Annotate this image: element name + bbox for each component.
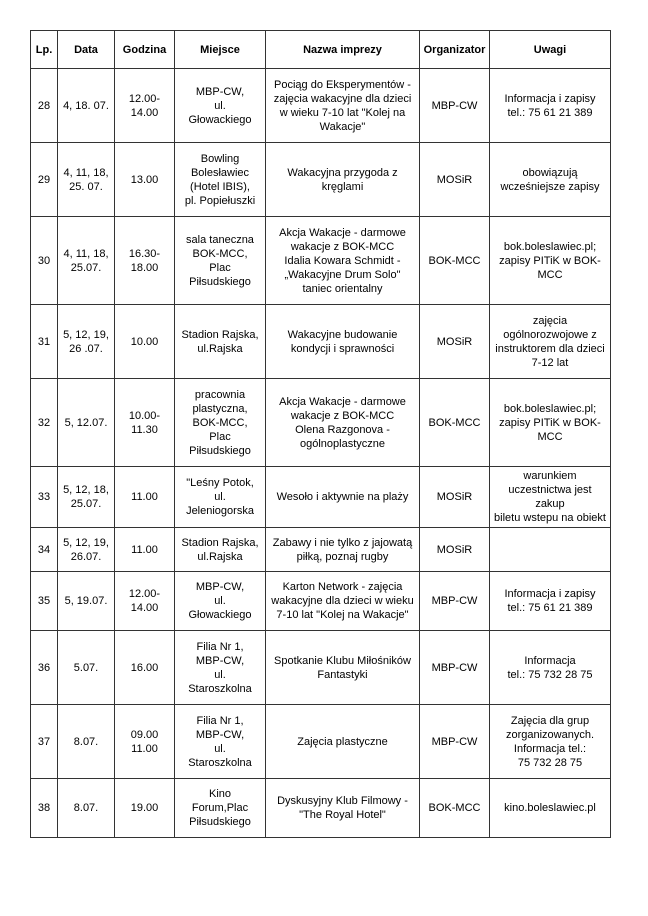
table-row <box>31 528 611 572</box>
cell-nazwa: Wakacyjne budowanie kondycji i sprawności <box>266 305 420 379</box>
cell-godzina: 12.00- 14.00 <box>115 572 175 631</box>
cell-organizator: BOK-MCC <box>420 379 490 467</box>
header-lp: Lp. <box>31 31 58 69</box>
cell-organizator: MBP-CW <box>420 69 490 143</box>
cell-data: 5.07. <box>58 631 115 705</box>
cell-organizator: MOSiR <box>420 305 490 379</box>
cell-lp: 32 <box>31 379 58 467</box>
table-row <box>31 705 611 779</box>
cell-organizator: MOSiR <box>420 528 490 572</box>
cell-godzina: 10.00- 11.30 <box>115 379 175 467</box>
table-row <box>31 467 611 528</box>
cell-miejsce: MBP-CW, ul. Głowackiego <box>175 69 266 143</box>
table-row <box>31 305 611 379</box>
table-row <box>31 69 611 143</box>
cell-lp: 28 <box>31 69 58 143</box>
cell-data: 8.07. <box>58 779 115 838</box>
cell-lp: 35 <box>31 572 58 631</box>
cell-organizator: BOK-MCC <box>420 779 490 838</box>
table-row <box>31 572 611 631</box>
cell-organizator: MBP-CW <box>420 572 490 631</box>
cell-data: 4, 11, 18, 25. 07. <box>58 143 115 217</box>
cell-godzina: 11.00 <box>115 528 175 572</box>
cell-lp: 37 <box>31 705 58 779</box>
cell-lp: 34 <box>31 528 58 572</box>
cell-uwagi: bok.boleslawiec.pl; zapisy PITiK w BOK- MCC <box>490 379 611 467</box>
cell-uwagi: Informacja i zapisy tel.: 75 61 21 389 <box>490 572 611 631</box>
table-row <box>31 143 611 217</box>
cell-nazwa: Pociąg do Eksperymentów - zajęcia wakacyjne dla dzieci w wieku 7-10 lat "Kolej na Wakacje" <box>266 69 420 143</box>
cell-nazwa: Wakacyjna przygoda z kręglami <box>266 143 420 217</box>
cell-data: 5, 12, 18, 25.07. <box>58 467 115 528</box>
cell-data: 5, 12, 19, 26.07. <box>58 528 115 572</box>
cell-godzina: 13.00 <box>115 143 175 217</box>
cell-data: 5, 19.07. <box>58 572 115 631</box>
cell-lp: 31 <box>31 305 58 379</box>
cell-uwagi: Zajęcia dla grup zorganizowanych. Informacja tel.: 75 732 28 75 <box>490 705 611 779</box>
cell-godzina: 16.00 <box>115 631 175 705</box>
cell-miejsce: Kino Forum,Plac Piłsudskiego <box>175 779 266 838</box>
cell-data: 4, 18. 07. <box>58 69 115 143</box>
cell-data: 8.07. <box>58 705 115 779</box>
cell-data: 5, 12.07. <box>58 379 115 467</box>
cell-miejsce: MBP-CW, ul. Głowackiego <box>175 572 266 631</box>
header-organizator: Organizator <box>420 31 490 69</box>
cell-nazwa: Akcja Wakacje - darmowe wakacje z BOK-MCC Olena Razgonova - ogólnoplastyczne <box>266 379 420 467</box>
table-row <box>31 779 611 838</box>
cell-nazwa: Zajęcia plastyczne <box>266 705 420 779</box>
cell-miejsce: "Leśny Potok, ul. Jeleniogorska <box>175 467 266 528</box>
cell-organizator: MOSiR <box>420 143 490 217</box>
cell-nazwa: Karton Network - zajęcia wakacyjne dla dzieci w wieku 7-10 lat "Kolej na Wakacje" <box>266 572 420 631</box>
cell-miejsce: Bowling Bolesławiec (Hotel IBIS), pl. Popiełuszki <box>175 143 266 217</box>
cell-organizator: MBP-CW <box>420 705 490 779</box>
cell-uwagi: Informacja tel.: 75 732 28 75 <box>490 631 611 705</box>
cell-uwagi: warunkiem uczestnictwa jest zakup biletu wstepu na obiekt <box>490 467 611 528</box>
cell-nazwa: Akcja Wakacje - darmowe wakacje z BOK-MCC Idalia Kowara Schmidt - „Wakacyjne Drum Solo" taniec orientalny <box>266 217 420 305</box>
header-nazwa: Nazwa imprezy <box>266 31 420 69</box>
header-row <box>31 31 611 69</box>
events-table <box>30 30 611 838</box>
cell-lp: 38 <box>31 779 58 838</box>
cell-uwagi: Informacja i zapisy tel.: 75 61 21 389 <box>490 69 611 143</box>
header-data: Data <box>58 31 115 69</box>
cell-data: 5, 12, 19, 26 .07. <box>58 305 115 379</box>
cell-data: 4, 11, 18, 25.07. <box>58 217 115 305</box>
cell-organizator: MBP-CW <box>420 631 490 705</box>
cell-organizator: BOK-MCC <box>420 217 490 305</box>
cell-miejsce: Stadion Rajska, ul.Rajska <box>175 305 266 379</box>
cell-miejsce: sala taneczna BOK-MCC, Plac Piłsudskiego <box>175 217 266 305</box>
header-godzina: Godzina <box>115 31 175 69</box>
cell-lp: 30 <box>31 217 58 305</box>
cell-lp: 36 <box>31 631 58 705</box>
cell-lp: 29 <box>31 143 58 217</box>
cell-godzina: 10.00 <box>115 305 175 379</box>
table-row <box>31 217 611 305</box>
cell-miejsce: pracownia plastyczna, BOK-MCC, Plac Piłsudskiego <box>175 379 266 467</box>
cell-miejsce: Filia Nr 1, MBP-CW, ul. Staroszkolna <box>175 631 266 705</box>
cell-miejsce: Filia Nr 1, MBP-CW, ul. Staroszkolna <box>175 705 266 779</box>
cell-uwagi: zajęcia ogólnorozwojowe z instruktorem dla dzieci 7-12 lat <box>490 305 611 379</box>
cell-nazwa: Zabawy i nie tylko z jajowatą piłką, poznaj rugby <box>266 528 420 572</box>
cell-organizator: MOSiR <box>420 467 490 528</box>
cell-miejsce: Stadion Rajska, ul.Rajska <box>175 528 266 572</box>
cell-uwagi: bok.boleslawiec.pl; zapisy PITiK w BOK- MCC <box>490 217 611 305</box>
cell-lp: 33 <box>31 467 58 528</box>
cell-nazwa: Wesoło i aktywnie na plaży <box>266 467 420 528</box>
header-miejsce: Miejsce <box>175 31 266 69</box>
cell-nazwa: Spotkanie Klubu Miłośników Fantastyki <box>266 631 420 705</box>
cell-uwagi: obowiązują wcześniejsze zapisy <box>490 143 611 217</box>
cell-nazwa: Dyskusyjny Klub Filmowy - "The Royal Hotel" <box>266 779 420 838</box>
cell-uwagi: kino.boleslawiec.pl <box>490 779 611 838</box>
cell-godzina: 11.00 <box>115 467 175 528</box>
header-uwagi: Uwagi <box>490 31 611 69</box>
cell-godzina: 09.00 11.00 <box>115 705 175 779</box>
cell-godzina: 12.00- 14.00 <box>115 69 175 143</box>
cell-godzina: 19.00 <box>115 779 175 838</box>
cell-uwagi <box>490 528 611 572</box>
cell-godzina: 16.30- 18.00 <box>115 217 175 305</box>
table-row <box>31 631 611 705</box>
table-row <box>31 379 611 467</box>
